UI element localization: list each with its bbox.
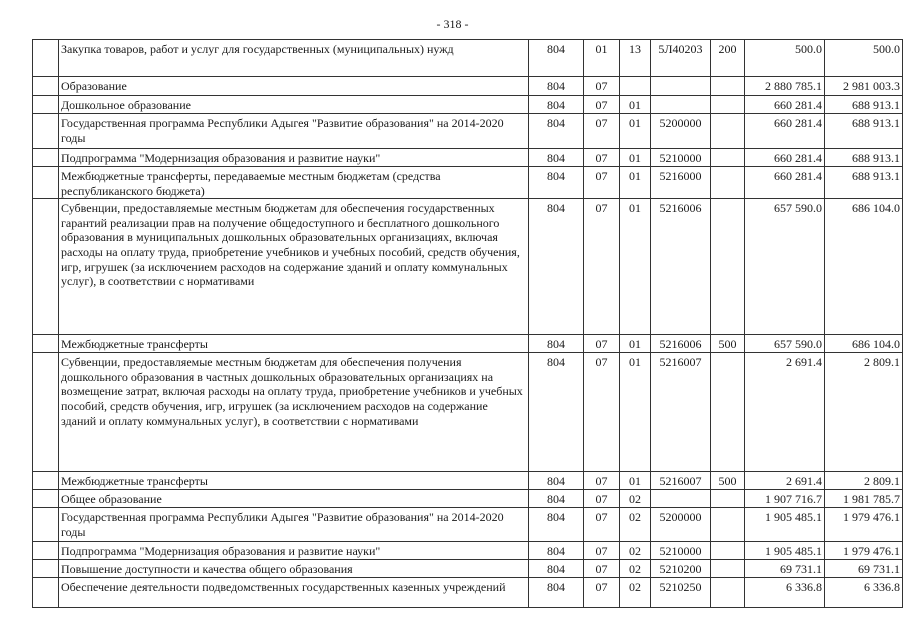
row-amount-year2: 2 809.1 [825, 472, 903, 490]
row-name: Государственная программа Республики Адыгея "Развитие образования" на 2014-2020 годы [59, 508, 529, 542]
row-section-code: 07 [584, 335, 620, 353]
row-target-code: 5210250 [651, 578, 711, 608]
row-expense-type-code [711, 353, 745, 472]
row-section-code: 07 [584, 353, 620, 472]
table-row [33, 335, 903, 353]
table-row [33, 167, 903, 199]
row-target-code [651, 77, 711, 96]
row-subsection-code [620, 77, 651, 96]
row-section-code: 07 [584, 114, 620, 149]
row-section-code: 07 [584, 542, 620, 560]
row-spacer [33, 167, 59, 199]
budget-table [32, 39, 903, 608]
row-target-code: 5200000 [651, 508, 711, 542]
row-amount-year2: 1 979 476.1 [825, 542, 903, 560]
row-name: Закупка товаров, работ и услуг для государственных (муниципальных) нужд [59, 40, 529, 77]
row-amount-year1: 500.0 [745, 40, 825, 77]
row-ved-code: 804 [529, 353, 584, 472]
row-section-code: 07 [584, 77, 620, 96]
row-target-code: 5216000 [651, 167, 711, 199]
row-section-code: 01 [584, 40, 620, 77]
row-ved-code: 804 [529, 335, 584, 353]
row-expense-type-code: 500 [711, 472, 745, 490]
row-subsection-code: 02 [620, 508, 651, 542]
row-subsection-code: 02 [620, 490, 651, 508]
row-target-code: 5210000 [651, 542, 711, 560]
row-name: Межбюджетные трансферты, передаваемые местным бюджетам (средства республиканского бюджета) [59, 167, 529, 199]
row-ved-code: 804 [529, 490, 584, 508]
row-amount-year2: 2 809.1 [825, 353, 903, 472]
row-target-code: 5216007 [651, 353, 711, 472]
row-expense-type-code [711, 149, 745, 167]
row-amount-year2: 2 981 003.3 [825, 77, 903, 96]
row-ved-code: 804 [529, 542, 584, 560]
row-amount-year1: 660 281.4 [745, 167, 825, 199]
row-subsection-code: 13 [620, 40, 651, 77]
row-expense-type-code [711, 114, 745, 149]
row-subsection-code: 01 [620, 114, 651, 149]
row-amount-year2: 686 104.0 [825, 335, 903, 353]
row-name: Подпрограмма "Модернизация образования и развитие науки" [59, 149, 529, 167]
row-spacer [33, 40, 59, 77]
row-section-code: 07 [584, 578, 620, 608]
row-expense-type-code [711, 542, 745, 560]
row-subsection-code: 01 [620, 353, 651, 472]
row-name: Обеспечение деятельности подведомственных государственных казенных учреждений [59, 578, 529, 608]
row-amount-year1: 6 336.8 [745, 578, 825, 608]
row-target-code: 5210200 [651, 560, 711, 578]
row-spacer [33, 149, 59, 167]
row-ved-code: 804 [529, 40, 584, 77]
row-expense-type-code [711, 578, 745, 608]
row-amount-year1: 660 281.4 [745, 96, 825, 114]
row-expense-type-code: 200 [711, 40, 745, 77]
row-name: Субвенции, предоставляемые местным бюджетам для обеспечения государственных гарантий реализации прав на получение общедоступного и бесплатного дошкольного образования в муниципальных дошкольных образовательных организациях, включая расходы на оплату труда, приобретение учебников и учебных пособий, средств обучения, игр, игрушек (за исключением расходов на содержание зданий и оплату коммунальных услуг), в соответствии с нормативами [59, 199, 529, 335]
row-section-code: 07 [584, 472, 620, 490]
row-amount-year1: 2 691.4 [745, 353, 825, 472]
table-row [33, 77, 903, 96]
row-target-code: 5216006 [651, 335, 711, 353]
row-expense-type-code [711, 167, 745, 199]
row-amount-year2: 688 913.1 [825, 114, 903, 149]
row-expense-type-code [711, 199, 745, 335]
table-row [33, 508, 903, 542]
row-name: Межбюджетные трансферты [59, 472, 529, 490]
row-amount-year2: 686 104.0 [825, 199, 903, 335]
row-ved-code: 804 [529, 508, 584, 542]
row-target-code [651, 96, 711, 114]
table-row [33, 472, 903, 490]
row-name: Межбюджетные трансферты [59, 335, 529, 353]
row-expense-type-code [711, 490, 745, 508]
row-amount-year1: 657 590.0 [745, 335, 825, 353]
row-spacer [33, 508, 59, 542]
row-subsection-code: 01 [620, 335, 651, 353]
row-section-code: 07 [584, 560, 620, 578]
row-spacer [33, 96, 59, 114]
row-spacer [33, 472, 59, 490]
row-ved-code: 804 [529, 578, 584, 608]
row-target-code: 5216007 [651, 472, 711, 490]
row-amount-year1: 2 691.4 [745, 472, 825, 490]
row-spacer [33, 114, 59, 149]
row-ved-code: 804 [529, 199, 584, 335]
row-name: Подпрограмма "Модернизация образования и развитие науки" [59, 542, 529, 560]
row-amount-year2: 6 336.8 [825, 578, 903, 608]
row-section-code: 07 [584, 490, 620, 508]
row-amount-year1: 660 281.4 [745, 149, 825, 167]
row-amount-year1: 657 590.0 [745, 199, 825, 335]
row-section-code: 07 [584, 199, 620, 335]
row-subsection-code: 01 [620, 96, 651, 114]
row-expense-type-code: 500 [711, 335, 745, 353]
row-name: Общее образование [59, 490, 529, 508]
row-amount-year2: 1 979 476.1 [825, 508, 903, 542]
row-spacer [33, 490, 59, 508]
row-subsection-code: 01 [620, 149, 651, 167]
row-ved-code: 804 [529, 114, 584, 149]
row-target-code: 5210000 [651, 149, 711, 167]
table-row [33, 578, 903, 608]
row-expense-type-code [711, 508, 745, 542]
table-row [33, 542, 903, 560]
row-ved-code: 804 [529, 77, 584, 96]
row-amount-year1: 1 905 485.1 [745, 542, 825, 560]
row-target-code: 5200000 [651, 114, 711, 149]
row-spacer [33, 560, 59, 578]
table-row [33, 560, 903, 578]
row-amount-year1: 1 907 716.7 [745, 490, 825, 508]
table-row [33, 40, 903, 77]
row-section-code: 07 [584, 508, 620, 542]
row-section-code: 07 [584, 96, 620, 114]
table-row [33, 114, 903, 149]
row-spacer [33, 578, 59, 608]
row-ved-code: 804 [529, 472, 584, 490]
row-spacer [33, 542, 59, 560]
row-amount-year2: 69 731.1 [825, 560, 903, 578]
row-name: Субвенции, предоставляемые местным бюджетам для обеспечения получения дошкольного образования в частных дошкольных образовательных организациях на возмещение затрат, включая расходы на оплату труда, приобретение учебников и учебных пособий, средств обучения, игр, игрушек (за исключением расходов на содержание зданий и оплату коммунальных услуг), в соответствии с нормативами [59, 353, 529, 472]
row-target-code [651, 490, 711, 508]
row-spacer [33, 199, 59, 335]
row-amount-year1: 1 905 485.1 [745, 508, 825, 542]
page-number: - 318 - [436, 17, 469, 31]
row-amount-year2: 688 913.1 [825, 149, 903, 167]
row-subsection-code: 02 [620, 560, 651, 578]
row-amount-year1: 69 731.1 [745, 560, 825, 578]
row-amount-year2: 688 913.1 [825, 96, 903, 114]
table-row [33, 149, 903, 167]
row-ved-code: 804 [529, 149, 584, 167]
table-body [33, 40, 903, 608]
row-amount-year2: 688 913.1 [825, 167, 903, 199]
row-amount-year1: 2 880 785.1 [745, 77, 825, 96]
row-ved-code: 804 [529, 167, 584, 199]
table-row [33, 353, 903, 472]
row-ved-code: 804 [529, 96, 584, 114]
row-target-code: 5Л40203 [651, 40, 711, 77]
row-amount-year1: 660 281.4 [745, 114, 825, 149]
row-ved-code: 804 [529, 560, 584, 578]
row-subsection-code: 01 [620, 167, 651, 199]
row-name: Дошкольное образование [59, 96, 529, 114]
row-spacer [33, 77, 59, 96]
table-row [33, 96, 903, 114]
row-expense-type-code [711, 96, 745, 114]
row-name: Повышение доступности и качества общего образования [59, 560, 529, 578]
row-amount-year2: 500.0 [825, 40, 903, 77]
row-spacer [33, 353, 59, 472]
table-row [33, 199, 903, 335]
row-subsection-code: 02 [620, 542, 651, 560]
row-subsection-code: 02 [620, 578, 651, 608]
row-subsection-code: 01 [620, 199, 651, 335]
row-section-code: 07 [584, 149, 620, 167]
row-name: Образование [59, 77, 529, 96]
row-section-code: 07 [584, 167, 620, 199]
row-amount-year2: 1 981 785.7 [825, 490, 903, 508]
row-expense-type-code [711, 560, 745, 578]
row-subsection-code: 01 [620, 472, 651, 490]
row-spacer [33, 335, 59, 353]
table-row [33, 490, 903, 508]
row-target-code: 5216006 [651, 199, 711, 335]
row-name: Государственная программа Республики Адыгея "Развитие образования" на 2014-2020 годы [59, 114, 529, 149]
row-expense-type-code [711, 77, 745, 96]
